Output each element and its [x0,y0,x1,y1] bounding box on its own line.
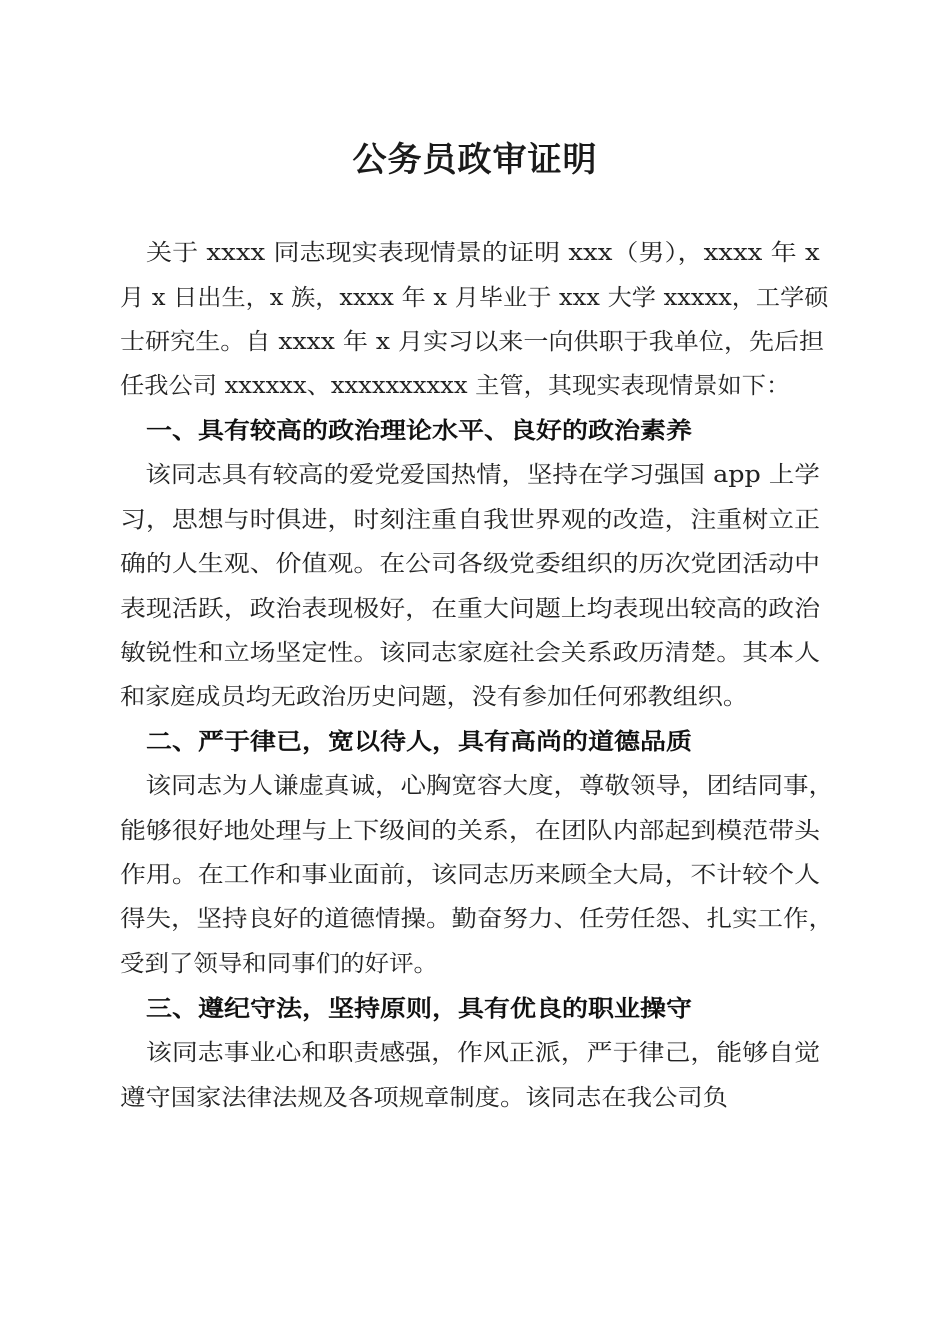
section-1-line-6: 和家庭成员均无政治历史问题，没有参加任何邪教组织。 [120,684,748,710]
section-1-line-2: 习，思想与时俱进，时刻注重自我世界观的改造，注重树立正 [120,507,820,533]
section-heading-3: 三、遵纪守法，坚持原则，具有优良的职业操守 [120,996,692,1022]
document-title: 公务员政审证明 [352,140,598,180]
section-1-line-5: 敏锐性和立场坚定性。该同志家庭社会关系政历清楚。其本人 [120,640,820,666]
intro-line-2: 月 x 日出生，x 族，xxxx 年 x 月毕业于 xxx 大学 xxxxx，工学硕 [120,285,829,311]
intro-line-4: 任我公司 xxxxxx、xxxxxxxxxx 主管，其现实表现情景如下： [120,373,791,399]
section-1-line-3: 确的人生观、价值观。在公司各级党委组织的历次党团活动中 [120,551,820,577]
section-2-line-3: 作用。在工作和事业面前，该同志历来顾全大局，不计较个人 [120,862,820,888]
section-2-line-5: 受到了领导和同事们的好评。 [120,951,438,977]
section-heading-1: 一、具有较高的政治理论水平、良好的政治素养 [120,418,692,444]
section-1-line-1: 该同志具有较高的爱党爱国热情，坚持在学习强国 app 上学 [120,462,820,488]
section-3-line-1: 该同志事业心和职责感强，作风正派，严于律己，能够自觉 [120,1040,820,1066]
section-1-line-4: 表现活跃，政治表现极好，在重大问题上均表现出较高的政治 [120,596,820,622]
section-2-line-2: 能够很好地处理与上下级间的关系，在团队内部起到模范带头 [120,818,820,844]
intro-line-1: 关于 xxxx 同志现实表现情景的证明 xxx（男），xxxx 年 x [120,240,820,266]
section-2-line-1: 该同志为人谦虚真诚，心胸宽容大度，尊敬领导，团结同事， [120,773,834,799]
intro-line-3: 士研究生。自 xxxx 年 x 月实习以来一向供职于我单位，先后担 [120,329,825,355]
section-2-line-4: 得失，坚持良好的道德情操。勤奋努力、任劳任怨、扎实工作， [120,906,834,932]
section-heading-2: 二、严于律已，宽以待人，具有高尚的道德品质 [120,729,692,755]
section-3-line-2: 遵守国家法律法规及各项规章制度。该同志在我公司负 [120,1085,728,1111]
